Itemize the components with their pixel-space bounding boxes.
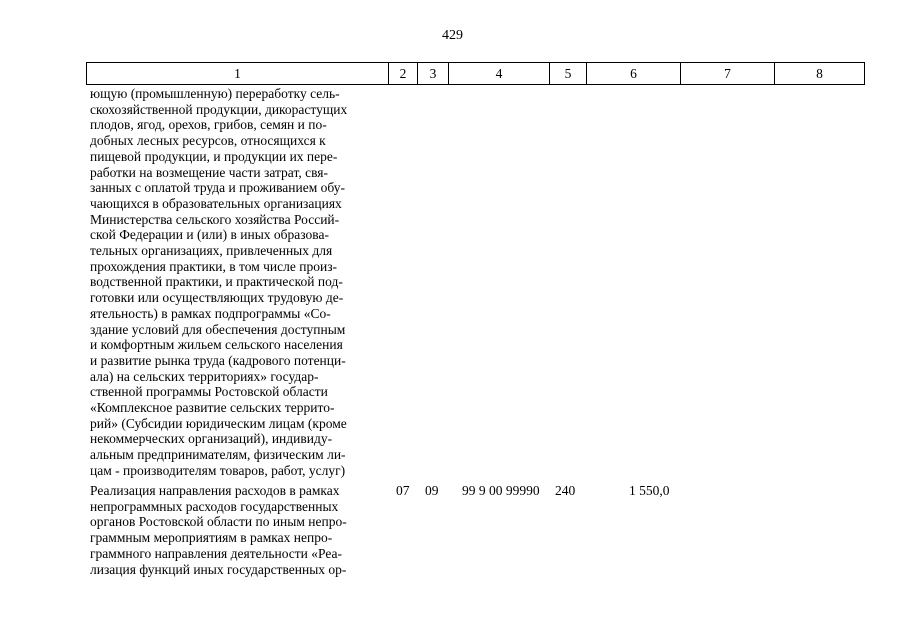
text-line: пищевой продукции, и продукции их пере- [90,148,338,164]
text-line: ала) на сельских территориях» государ- [90,368,319,384]
text-line: ющую (промышленную) переработку сель- [90,86,340,101]
column-header-row [87,63,865,85]
column-header-2: 2 [389,63,418,85]
text-line: работки на возмещение части затрат, свя- [90,164,328,180]
text-line: альным предпринимателям, физическим ли- [90,447,346,463]
text-line: рий» (Субсидии юридическим лицам (кроме [90,415,347,431]
text-line: граммного направления деятельности «Реа- [90,545,343,561]
row-2-section-code: 07 [396,483,410,498]
column-header-5: 5 [550,63,587,85]
row-2-target-article-code: 99 9 00 99990 [462,483,540,498]
text-line: Министерства сельского хозяйства Россий- [90,211,340,227]
column-header-table [86,62,865,85]
row-2-amount: 1 550,0 [629,483,670,498]
text-line: ственной программы Ростовской области [90,384,328,400]
text-line: и развитие рынка труда (кадрового потенци- [90,352,346,368]
text-line: здание условий для обеспечения доступным [90,321,346,337]
text-line: плодов, ягод, орехов, грибов, семян и по- [90,117,327,133]
text-line: ятельность) в рамках подпрограммы «Со- [90,305,331,321]
row-2-subsection-code: 09 [425,483,439,498]
text-line: и комфортным жильем сельского населения [90,337,343,353]
text-line: граммным мероприятиям в рамках непро- [90,530,333,546]
row-2-expense-type-code: 240 [555,483,576,498]
text-line: добных лесных ресурсов, относящихся к [90,133,326,149]
text-line: тельных организациях, привлеченных для [90,243,333,259]
text-line: ской Федерации и (или) в иных образова- [90,227,329,243]
column-header-4: 4 [449,63,550,85]
column-header-6: 6 [587,63,681,85]
text-line: некоммерческих организаций), индивиду- [90,431,333,447]
column-header-1: 1 [87,63,389,85]
text-line: чающихся в образовательных организациях [90,195,342,211]
text-line: скохозяйственной продукции, дикорастущих [90,101,348,117]
text-line: занных с оплатой труда и проживанием обу- [90,180,345,196]
page-number: 429 [442,28,463,43]
text-line: лизация функций иных государственных ор- [90,561,347,577]
text-line: водственной практики, и практической под- [90,274,343,290]
row-1-description [90,86,382,479]
text-line: Реализация направления расходов в рамках [90,483,340,498]
text-line: «Комплексное развитие сельских террито- [90,400,335,416]
text-line: прохождения практики, в том числе произ- [90,258,338,274]
text-line: органов Ростовской области по иным непро- [90,514,347,530]
text-line: цам - производителям товаров, работ, услуг) [90,462,346,478]
column-header-8: 8 [775,63,865,85]
text-line: непрограммных расходов государственных [90,498,339,514]
row-2-description [90,483,382,577]
column-header-7: 7 [681,63,775,85]
column-header-3: 3 [418,63,449,85]
text-line: готовки или осуществляющих трудовую де- [90,290,344,306]
